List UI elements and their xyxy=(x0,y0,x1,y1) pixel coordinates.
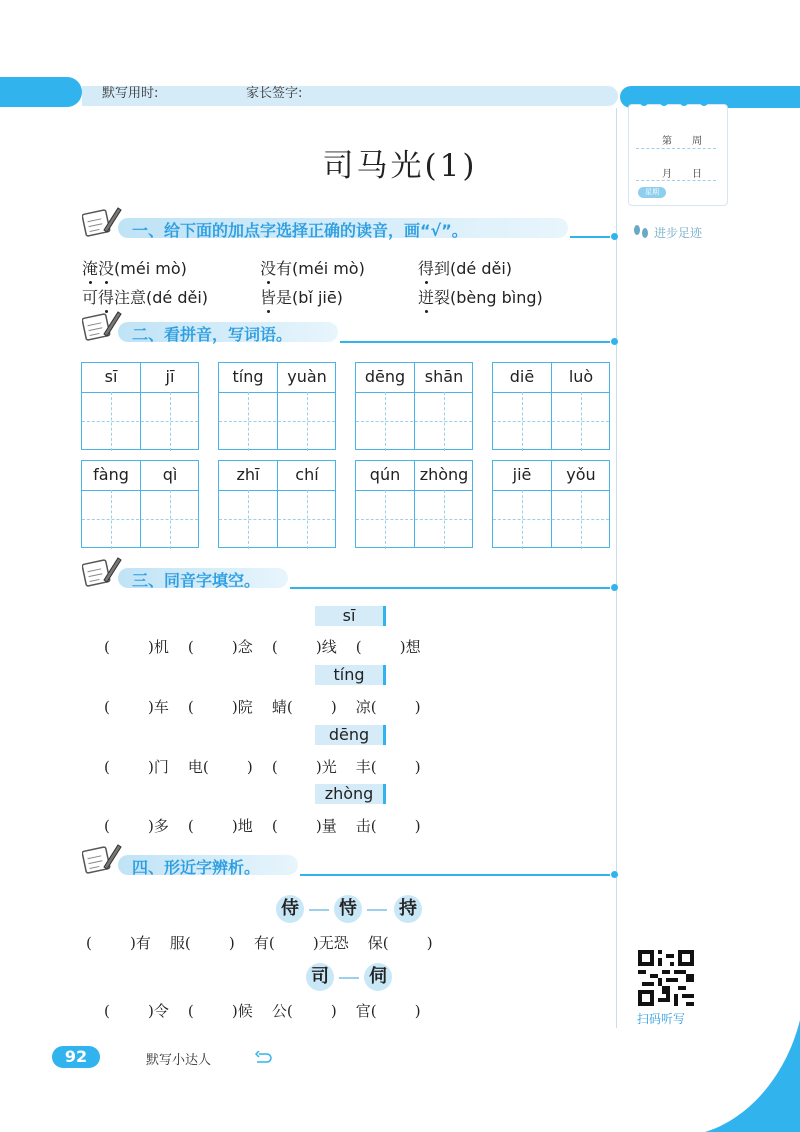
word-grid[interactable] xyxy=(355,362,473,450)
grid-pinyin: chí xyxy=(295,465,319,484)
grid-guide xyxy=(219,421,335,422)
homophone-line: ( )多 ( )地 ( )量 击( ) xyxy=(104,817,421,835)
parent-signature-label: 家长签字: xyxy=(246,86,303,101)
page-corner-decoration xyxy=(705,1020,800,1132)
similar-char-line: ( )令 ( )候 公( ) 官( ) xyxy=(104,1002,421,1020)
grid-header-rule xyxy=(82,490,198,491)
header-bar xyxy=(82,86,618,106)
grid-guide xyxy=(307,490,308,549)
section-rule xyxy=(300,874,610,876)
grid-pinyin: tíng xyxy=(232,367,264,386)
margin-rule xyxy=(616,108,617,1028)
grid-guide xyxy=(219,519,335,520)
word-grid[interactable] xyxy=(81,460,199,548)
section1-heading: 一、给下面的加点字选择正确的读音，画“√”。 xyxy=(132,221,468,240)
grid-guide xyxy=(356,519,472,520)
grid-guide xyxy=(522,490,523,549)
grid-header-rule xyxy=(493,490,609,491)
grid-guide xyxy=(581,490,582,549)
grid-guide xyxy=(385,490,386,549)
reading-item: 得到(dé děi) xyxy=(418,259,513,278)
word-grid[interactable] xyxy=(218,460,336,548)
book-title: 默写小达人 xyxy=(146,1053,212,1068)
word-grid[interactable] xyxy=(355,460,473,548)
homophone-line: ( )门 电( ) ( )光 丰( ) xyxy=(104,758,421,776)
homophone-pinyin: sī xyxy=(315,606,386,626)
grid-guide xyxy=(522,392,523,451)
grid-header-rule xyxy=(356,392,472,393)
grid-header-rule xyxy=(219,392,335,393)
grid-pinyin: qún xyxy=(369,465,401,484)
grid-header-rule xyxy=(356,490,472,491)
char-connector xyxy=(309,909,329,911)
return-arrow-icon xyxy=(255,1050,273,1069)
grid-guide xyxy=(356,421,472,422)
grid-guide xyxy=(307,392,308,451)
grid-guide xyxy=(493,421,609,422)
section3-heading: 三、同音字填空。 xyxy=(132,571,261,590)
reading-item: 没有(méi mò) xyxy=(260,259,365,278)
header-accent-left xyxy=(0,77,82,107)
section2-heading: 二、看拼音，写词语。 xyxy=(132,325,293,344)
grid-header-rule xyxy=(82,392,198,393)
grid-pinyin: yuàn xyxy=(287,367,327,386)
char-connector xyxy=(367,909,387,911)
homophone-line: ( )车 ( )院 蜻( ) 凉( ) xyxy=(104,698,421,716)
page-title: 司马光(1) xyxy=(322,148,478,184)
word-grid[interactable] xyxy=(492,362,610,450)
grid-pinyin: zhī xyxy=(236,465,260,484)
grid-guide xyxy=(111,490,112,549)
dictation-time-label: 默写用时: xyxy=(102,86,159,101)
homophone-pinyin: dēng xyxy=(315,725,386,745)
reading-item: 皆是(bǐ jiē) xyxy=(260,288,343,307)
section-dot xyxy=(611,584,618,591)
section4-heading: 四、形近字辨析。 xyxy=(132,858,261,877)
grid-header-rule xyxy=(493,392,609,393)
grid-pinyin: fàng xyxy=(93,465,129,484)
grid-pinyin: qì xyxy=(162,465,178,484)
section-rule xyxy=(570,236,610,238)
grid-guide xyxy=(248,490,249,549)
section-rule xyxy=(340,341,610,343)
binder-ring xyxy=(640,98,648,106)
reading-item: 迸裂(bèng bìng) xyxy=(418,288,543,307)
grid-guide xyxy=(385,392,386,451)
grid-header-rule xyxy=(219,490,335,491)
homophone-line: ( )机 ( )念 ( )线 ( )想 xyxy=(104,638,421,656)
word-grid[interactable] xyxy=(492,460,610,548)
qr-code[interactable] xyxy=(638,950,694,1006)
similar-char: 伺 xyxy=(364,963,392,991)
grid-guide xyxy=(111,392,112,451)
similar-char: 侍 xyxy=(276,895,304,923)
grid-guide xyxy=(581,392,582,451)
grid-pinyin: sī xyxy=(104,367,118,386)
word-grid[interactable] xyxy=(218,362,336,450)
grid-guide xyxy=(493,519,609,520)
binder-ring xyxy=(680,98,688,106)
page-number: 92 xyxy=(52,1046,100,1068)
footprints-icon xyxy=(632,224,652,243)
grid-guide xyxy=(444,392,445,451)
section-rule xyxy=(290,587,610,589)
similar-char-line: ( )有 服( ) 有( )无恐 保( ) xyxy=(86,934,433,952)
grid-pinyin: shān xyxy=(424,367,464,386)
pencil-notebook-icon xyxy=(82,554,122,588)
section-dot xyxy=(611,871,618,878)
homophone-pinyin: zhòng xyxy=(315,784,386,804)
similar-char: 持 xyxy=(394,895,422,923)
binder-ring xyxy=(660,98,668,106)
grid-guide xyxy=(248,392,249,451)
section-dot xyxy=(611,338,618,345)
reading-item: 淹没(méi mò) xyxy=(82,259,187,278)
pencil-notebook-icon xyxy=(82,308,122,342)
grid-guide xyxy=(170,490,171,549)
grid-guide xyxy=(82,519,198,520)
calendar-week-label: 第 周 xyxy=(662,136,702,147)
calendar-date-label: 月 日 xyxy=(662,169,702,180)
homophone-pinyin: tíng xyxy=(315,665,386,685)
grid-pinyin: jī xyxy=(165,367,175,386)
scan-to-dictate-label: 扫码听写 xyxy=(637,1012,686,1026)
grid-guide xyxy=(444,490,445,549)
grid-pinyin: yǒu xyxy=(566,465,596,484)
grid-pinyin: zhòng xyxy=(419,465,469,484)
reading-item: 可得注意(dé děi) xyxy=(82,288,209,307)
pencil-notebook-icon xyxy=(82,204,122,238)
grid-guide xyxy=(170,392,171,451)
similar-char: 恃 xyxy=(334,895,362,923)
grid-guide xyxy=(82,421,198,422)
grid-pinyin: diē xyxy=(509,367,535,386)
binder-ring xyxy=(700,98,708,106)
word-grid[interactable] xyxy=(81,362,199,450)
char-connector xyxy=(339,977,359,979)
pencil-notebook-icon xyxy=(82,841,122,875)
grid-pinyin: jiē xyxy=(512,465,532,484)
section-dot xyxy=(611,233,618,240)
grid-pinyin: dēng xyxy=(364,367,406,386)
grid-pinyin: luò xyxy=(568,367,594,386)
progress-footprints-label: 进步足迹 xyxy=(654,226,703,240)
weekday-badge: 星期 xyxy=(638,187,666,198)
similar-char: 司 xyxy=(306,963,334,991)
